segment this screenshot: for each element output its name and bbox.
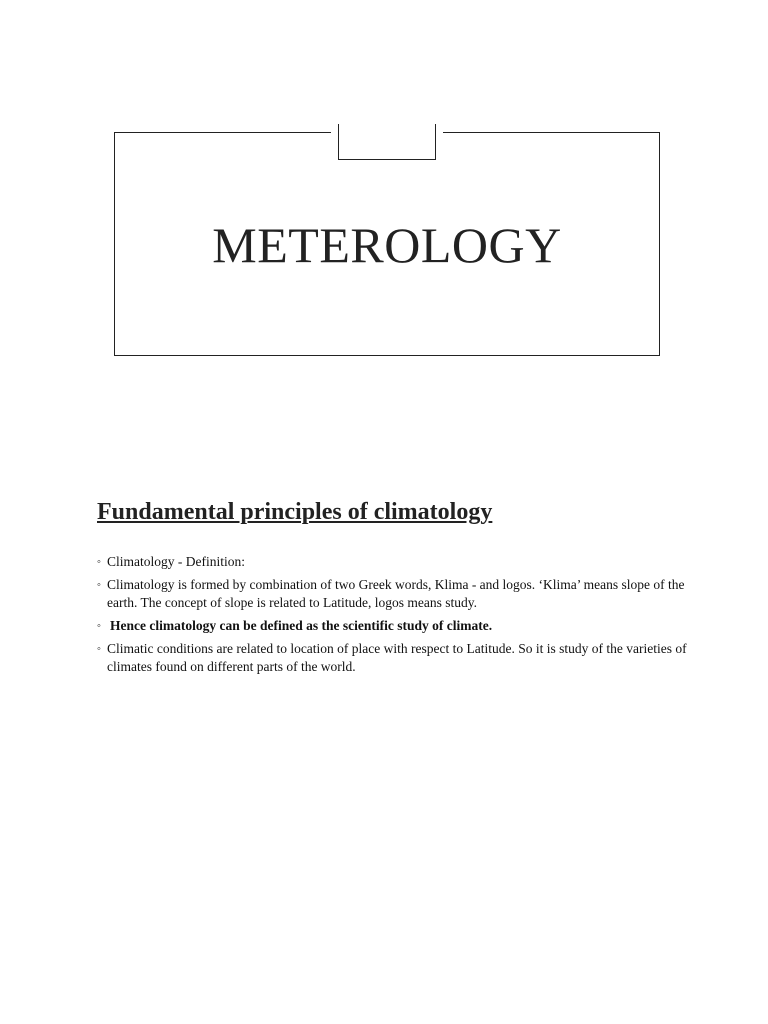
list-item-etymology <box>97 576 687 612</box>
list-item-definition <box>97 553 687 571</box>
bullet-list <box>97 553 687 681</box>
bullet-icon: ◦ <box>97 556 101 568</box>
list-item-conditions <box>97 640 687 676</box>
list-item-text: Climatology - Definition: <box>107 554 245 569</box>
title-frame <box>114 132 660 356</box>
list-item-text: Climatology is formed by combination of two Greek words, Klima - and logos. ‘Klima’ means slope of the earth. The concept of slope is related to Latitude, logos means study. <box>107 577 685 610</box>
list-item-conclusion <box>97 617 687 635</box>
frame-tab <box>338 124 436 160</box>
list-item-text: Hence climatology can be defined as the scientific study of climate. <box>110 618 493 633</box>
bullet-icon: ◦ <box>97 620 101 632</box>
bullet-icon: ◦ <box>97 579 101 591</box>
list-item-text: Climatic conditions are related to location of place with respect to Latitude. So it is study of the varieties of climates found on different parts of the world. <box>107 641 687 674</box>
section-heading: Fundamental principles of climatology <box>97 499 493 525</box>
bullet-icon: ◦ <box>97 643 101 655</box>
page-title: METEROLOGY <box>212 217 562 273</box>
